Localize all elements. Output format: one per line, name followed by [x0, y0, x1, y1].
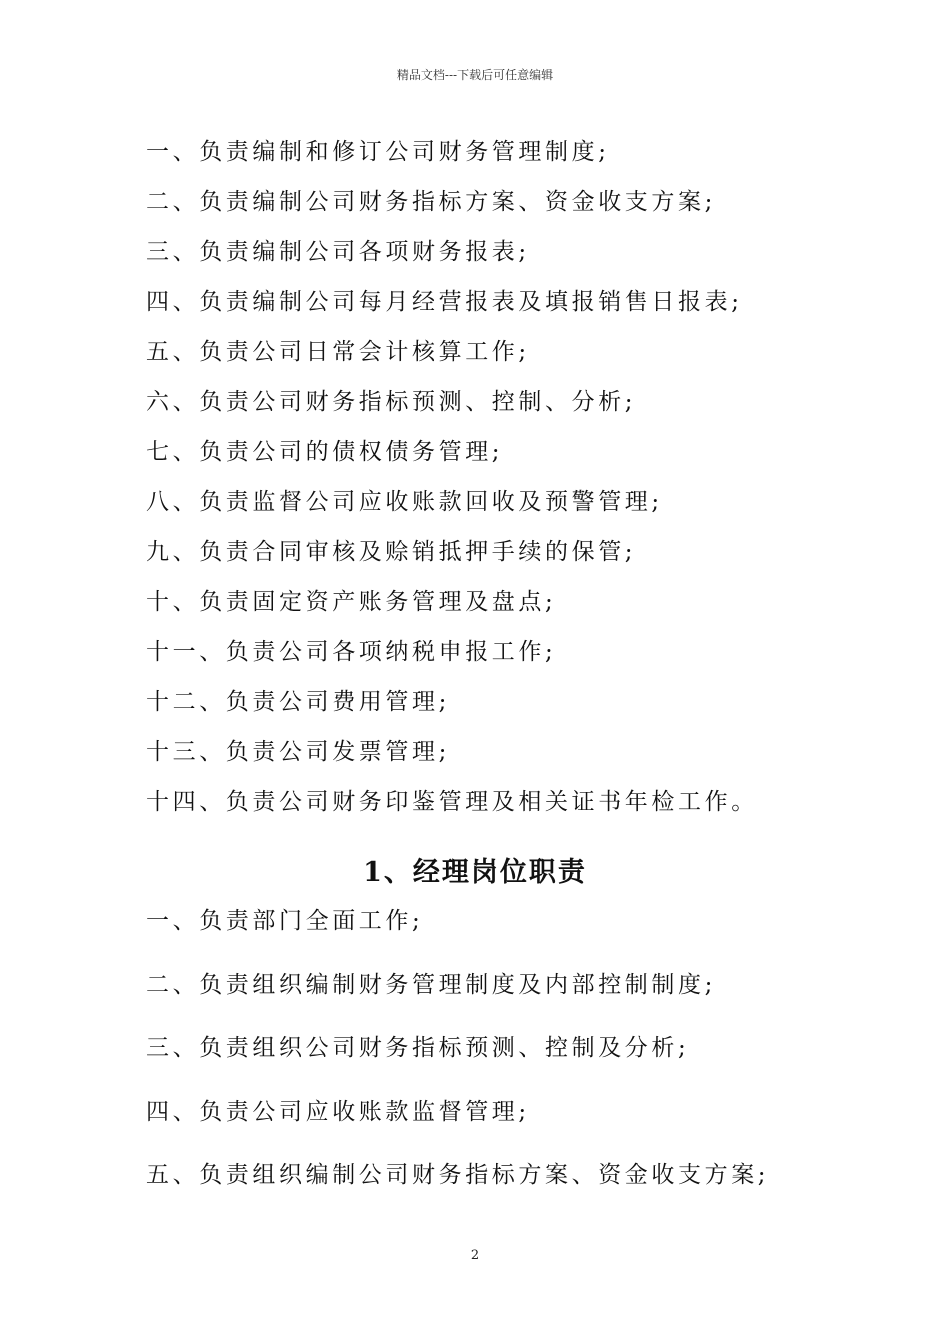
list-item: 十一、负责公司各项纳税申报工作; [146, 639, 557, 665]
list-item: 四、负责编制公司每月经营报表及填报销售日报表; [146, 289, 743, 315]
page-number: 2 [470, 1248, 480, 1263]
list-item: 五、负责公司日常会计核算工作; [146, 339, 530, 365]
list-item: 七、负责公司的债权债务管理; [146, 439, 504, 465]
list-item: 十四、负责公司财务印鉴管理及相关证书年检工作。 [146, 789, 758, 815]
list-item: 九、负责合同审核及赊销抵押手续的保管; [146, 539, 637, 565]
list-item: 一、负责编制和修订公司财务管理制度; [146, 139, 610, 165]
list-item: 五、负责组织编制公司财务指标方案、资金收支方案; [146, 1162, 770, 1188]
list-item: 十三、负责公司发票管理; [146, 739, 450, 765]
list-item: 三、负责组织公司财务指标预测、控制及分析; [146, 1035, 690, 1061]
header-note: 精品文档---下载后可任意编辑 [396, 68, 554, 82]
list-item: 十、负责固定资产账务管理及盘点; [146, 589, 557, 615]
list-item: 四、负责公司应收账款监督管理; [146, 1098, 530, 1125]
list-item: 六、负责公司财务指标预测、控制、分析; [146, 389, 637, 415]
section-title: 1、经理岗位职责 [363, 857, 587, 888]
list-item: 三、负责编制公司各项财务报表; [146, 239, 530, 265]
duty-list [146, 134, 758, 834]
list-item: 二、负责编制公司财务指标方案、资金收支方案; [146, 189, 716, 215]
list-item: 一、负责部门全面工作; [146, 908, 424, 934]
list-item: 八、负责监督公司应收账款回收及预警管理; [146, 489, 663, 515]
list-item: 二、负责组织编制财务管理制度及内部控制制度; [146, 971, 716, 998]
list-item: 十二、负责公司费用管理; [146, 689, 450, 715]
manager-duty-list [146, 903, 769, 1221]
